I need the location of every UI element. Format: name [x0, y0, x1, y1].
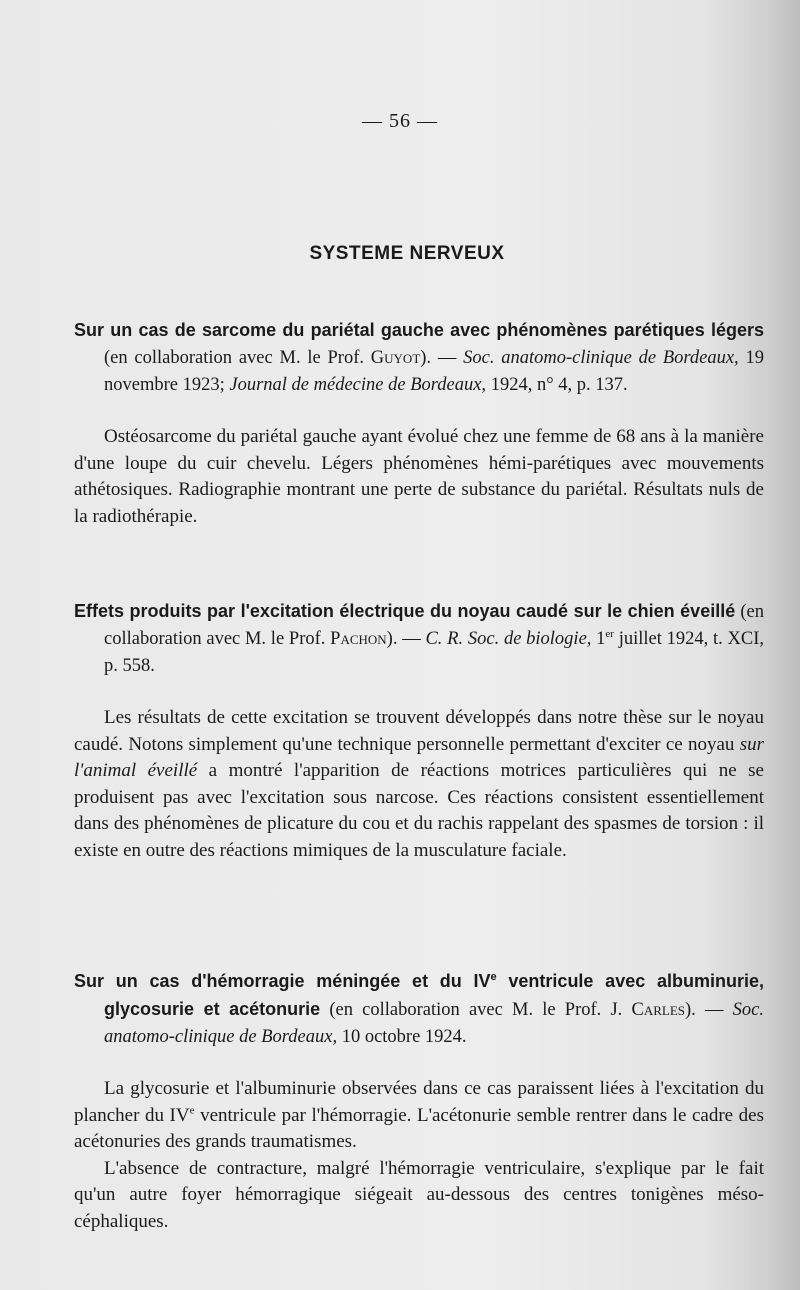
abstract-paragraph: [74, 705, 764, 864]
citation-source: Soc. anatomo-clinique de Bordeaux,: [463, 348, 739, 368]
citation-date: 19 novembre 1923;: [104, 348, 764, 395]
entry-abstract: [74, 705, 764, 864]
entry-title: Sur un cas d'hémorragie méningée et du IVe ventricule avec albuminurie, glycosurie et acétonurie: [74, 971, 764, 1019]
citation-reference: 1924, n° 4, p. 137.: [486, 375, 628, 395]
page-number: — 56 —: [362, 110, 438, 132]
entry-citation: [74, 968, 764, 1051]
citation-date: 1: [591, 629, 606, 649]
citation-separator: ). —: [420, 348, 464, 368]
collaboration-note: (en collaboration avec M. le Prof.: [104, 348, 364, 368]
publication-entry: [74, 968, 764, 1235]
collaborator-name: Carles: [631, 1000, 686, 1020]
citation-separator: ). —: [386, 629, 426, 649]
citation-source: C. R. Soc. de biologie,: [425, 629, 592, 649]
ordinal-superscript: e: [490, 971, 497, 983]
entry-abstract: [74, 1076, 764, 1235]
abstract-emphasis: sur l'animal éveillé: [74, 733, 764, 781]
entry-abstract: [74, 424, 764, 530]
citation-reference: 10 octobre 1924.: [337, 1027, 467, 1047]
ordinal-superscript: e: [189, 1104, 195, 1117]
citation-reference: juillet 1924, t. XCI, p. 558.: [104, 629, 765, 676]
entry-citation: [74, 598, 764, 680]
collaborator-name: Guyot: [370, 348, 421, 368]
entry-title: Effets produits par l'excitation électrique du noyau caudé sur le chien éveillé: [74, 601, 736, 621]
abstract-text: Les résultats de cette excitation se trouvent développés dans notre thèse sur le noyau caudé. Notons simplement qu'une technique personnelle permettant d'exciter ce noyau: [74, 707, 764, 755]
citation-journal: Journal de médecine de Bordeaux,: [229, 375, 487, 395]
collaboration-note: (en collaboration avec M. le Prof. J.: [329, 1000, 623, 1020]
section-title: SYSTEME NERVEUX: [309, 243, 505, 264]
publication-entry: [74, 598, 764, 864]
entry-title: Sur un cas de sarcome du pariétal gauche avec phénomènes parétiques légers: [74, 320, 764, 340]
collaborator-name: Pachon: [330, 629, 387, 649]
ordinal-superscript: er: [605, 627, 614, 640]
abstract-paragraph: La glycosurie et l'albuminurie observées dans ce cas paraissent liées à l'excitation du plancher du IVe ventricule par l'hémorragie. L'acétonurie semble rentrer dans le cadre des acétonuries des grands traumatismes.: [74, 1078, 764, 1152]
publication-entry: [74, 317, 764, 530]
citation-source: Soc. anatomo-clinique de Bordeaux,: [104, 1000, 765, 1047]
abstract-paragraph: L'absence de contracture, malgré l'hémorragie ventriculaire, s'explique par le fait qu'un autre foyer hémorragique siégeait au-dessous des centres tonigènes méso-céphaliques.: [74, 1157, 764, 1232]
citation-separator: ). —: [685, 1000, 733, 1020]
collaboration-note: (en collaboration avec M. le Prof.: [104, 602, 765, 649]
abstract-text: a montré l'apparition de réactions motrices particulières qui ne se produisent pas avec l'excitation sous narcose. Ces réactions consistent essentiellement dans des phénomènes de plicature du cou et du rachis rappelant des spasmes de torsion : il existe en outre des réactions mimiques de la musculature faciale.: [74, 760, 764, 861]
entry-citation: [74, 317, 764, 399]
abstract-paragraph: Ostéosarcome du pariétal gauche ayant évolué chez une femme de 68 ans à la manière d'une loupe du cuir chevelu. Légers phénomènes hémi-parétiques avec mouvements athétosiques. Radiographie montrant une perte de substance du pariétal. Résultats nuls de la radiothérapie.: [74, 426, 764, 527]
